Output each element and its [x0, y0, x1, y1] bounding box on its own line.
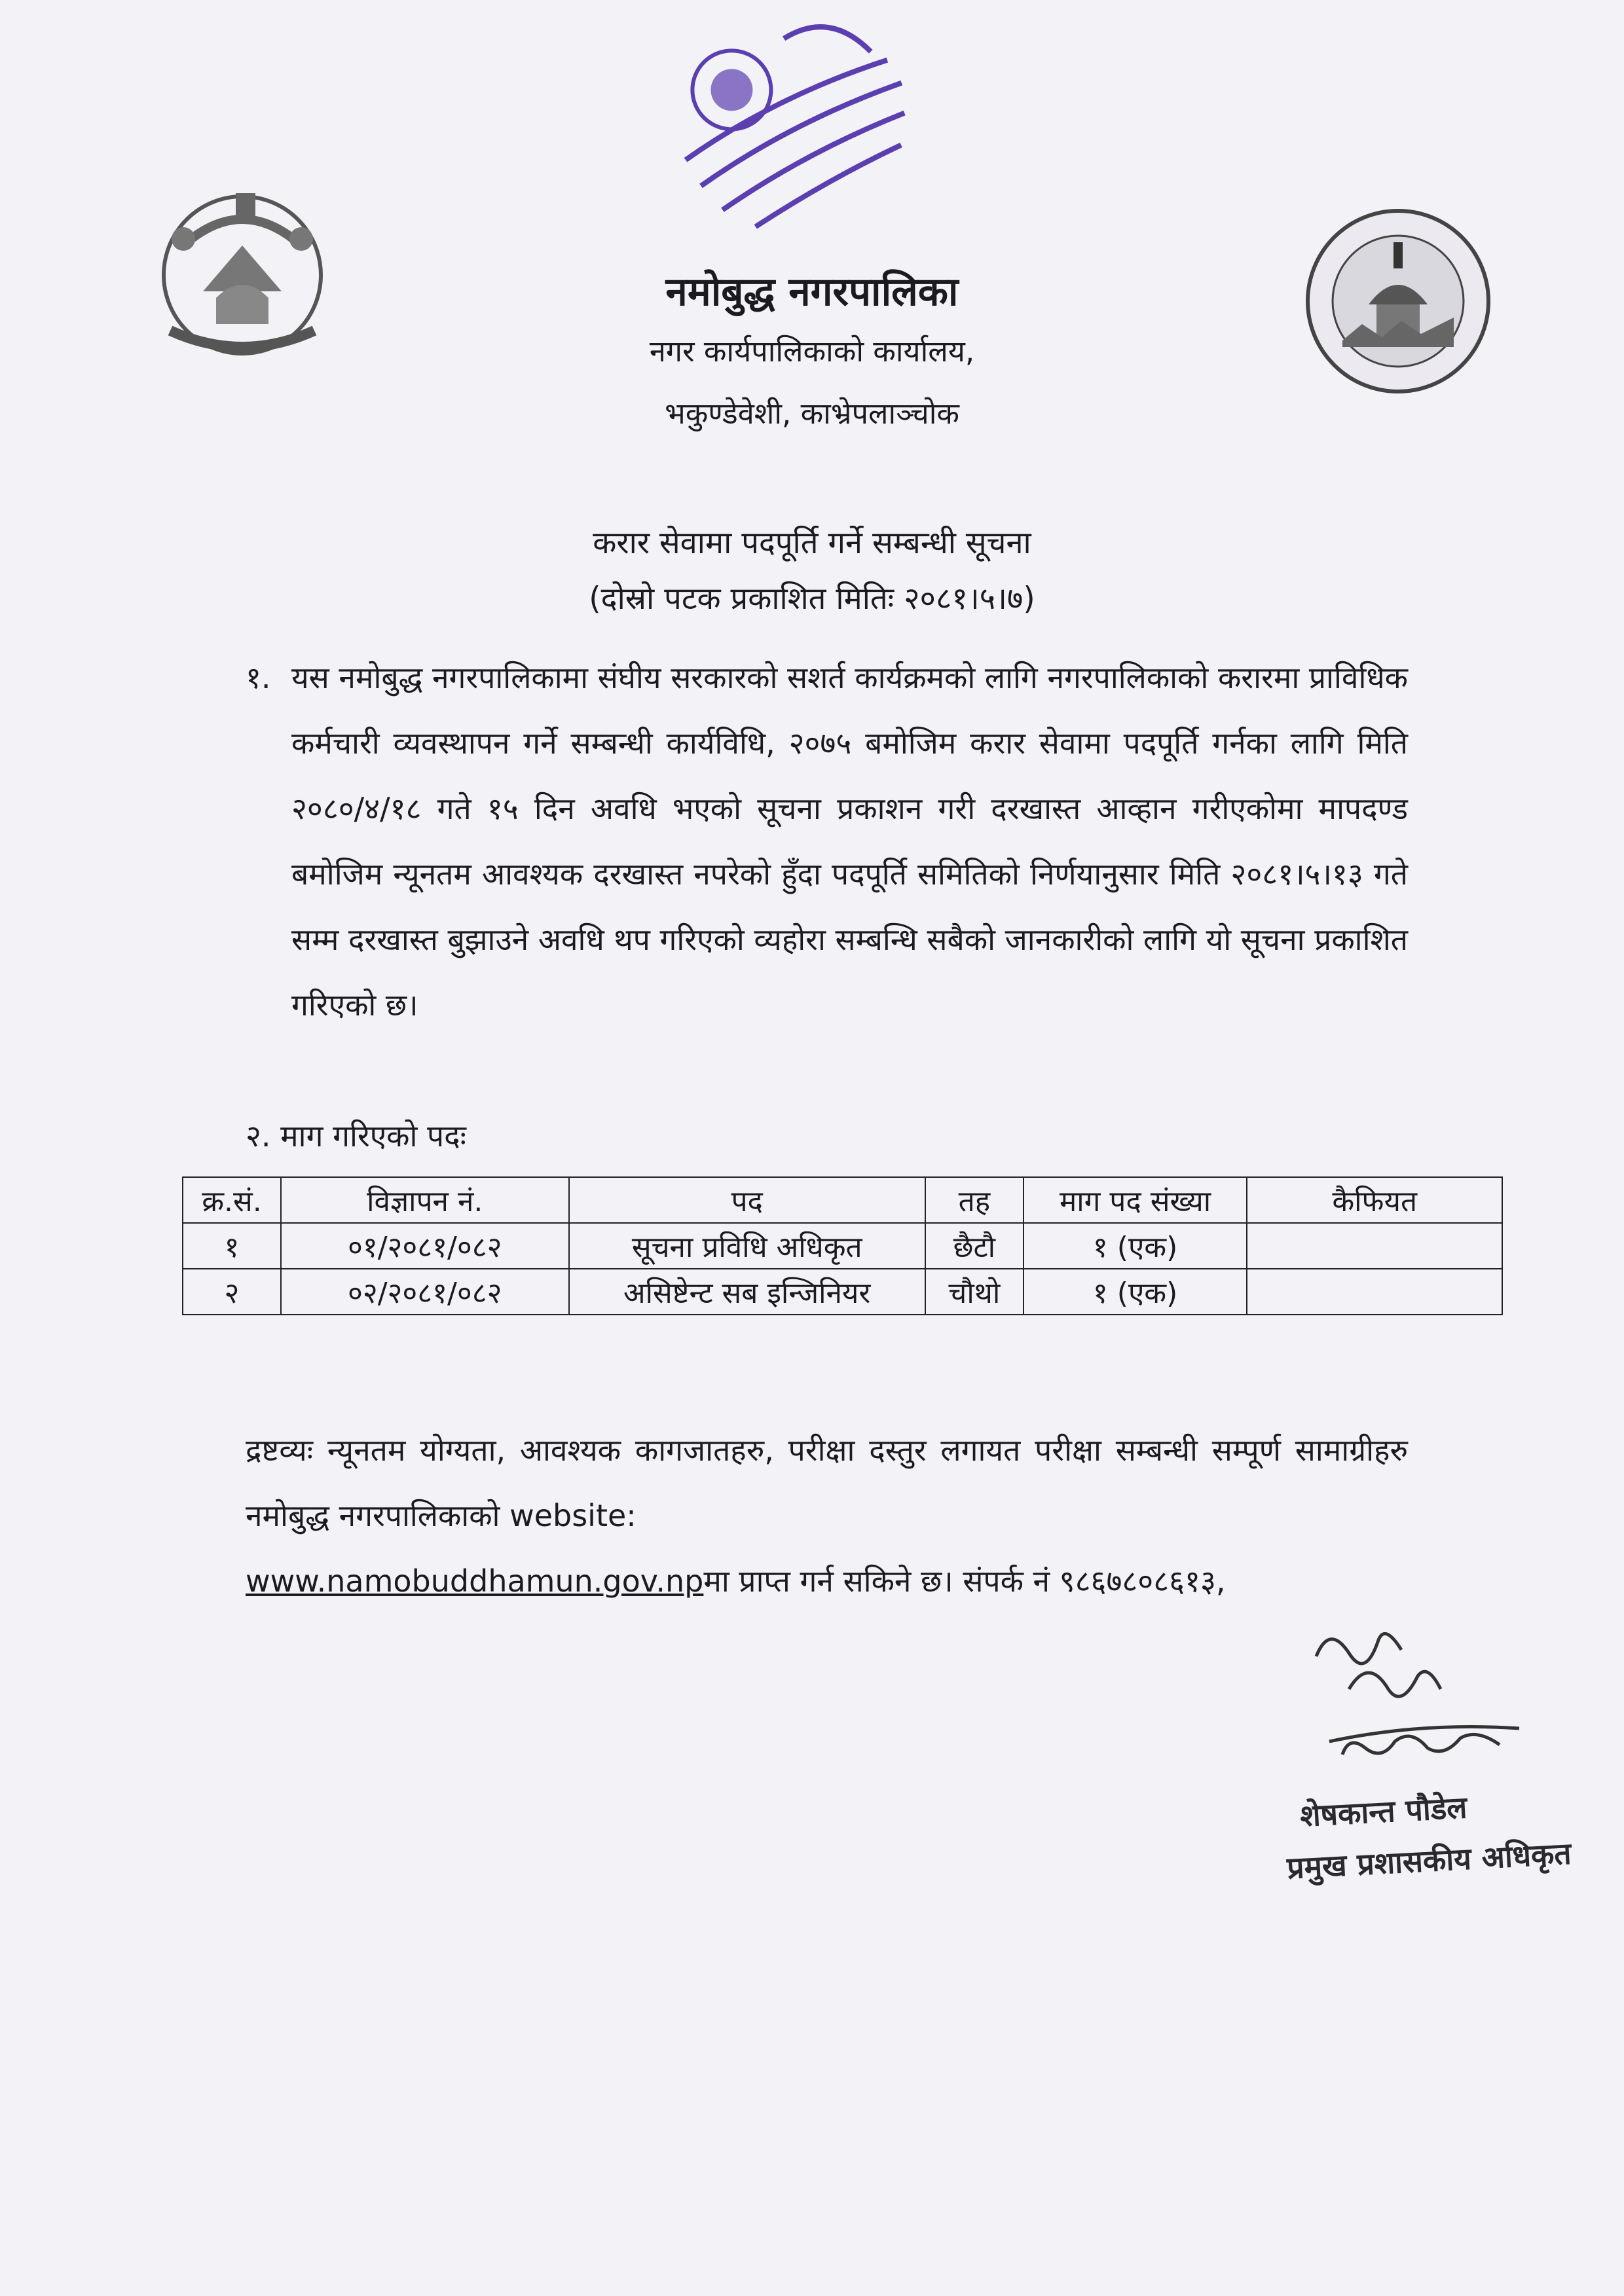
posts-table — [182, 1176, 1503, 1315]
cell-level: छैटौ — [925, 1223, 1024, 1269]
handwritten-signature — [1303, 1617, 1532, 1794]
header-ad-no: विज्ञापन नं. — [281, 1177, 569, 1223]
cell-remarks — [1247, 1269, 1502, 1315]
header-count: माग पद संख्या — [1024, 1177, 1247, 1223]
cell-remarks — [1247, 1223, 1502, 1269]
paragraph-2: २. माग गरिएको पदः — [246, 1118, 466, 1154]
signatory-name: शेषकान्त पौडेल — [1299, 1789, 1468, 1834]
office-name: नगर कार्यपालिकाको कार्यालय, — [649, 334, 975, 369]
cell-ad-no: ०२/२०८१/०८२ — [281, 1269, 569, 1315]
header-level: तह — [925, 1177, 1024, 1223]
cell-post: सूचना प्रविधि अधिकृत — [569, 1223, 925, 1269]
publish-date: (दोस्रो पटक प्रकाशित मितिः २०८१।५।७) — [589, 581, 1035, 617]
header-post: पद — [569, 1177, 925, 1223]
cell-sn: २ — [183, 1269, 281, 1315]
office-address: भकुण्डेवेशी, काभ्रेपलाञ्चोक — [665, 396, 959, 431]
header-remarks: कैफियत — [1247, 1177, 1502, 1223]
note-text: द्रष्टव्यः न्यूनतम योग्यता, आवश्यक कागजातहरु, परीक्षा दस्तुर लगायत परीक्षा सम्बन्धी सम्पूर्ण सामाग्रीहरु नमोबुद्ध नगरपालिकाको website: — [246, 1432, 1408, 1533]
paragraph-1: यस नमोबुद्ध नगरपालिकामा संघीय सरकारको सशर्त कार्यक्रमको लागि नगरपालिकाको करारमा प्राविधिक कर्मचारी व्यवस्थापन गर्ने सम्बन्धी कार्यविधि, २०७५ बमोजिम करार सेवामा पदपूर्ति गर्नका लागि मिति २०८०/४/१८ गते १५ दिन अवधि भएको सूचना प्रकाशन गरी दरखास्त आव्हान गरीएकोमा मापदण्ड बमोजिम न्यूनतम आवश्यक दरखास्त नपरेको हुँदा पदपूर्ति समितिको निर्णयानुसार मिति २०८१।५।१३ गते सम्म दरखास्त बुझाउने अवधि थप गरिएको व्यहोरा सम्बन्धि सबैको जानकारीको लागि यो सूचना प्रकाशित गरिएको छ। — [291, 660, 1409, 1023]
header-sn: क्र.सं. — [183, 1177, 281, 1223]
cell-level: चौथो — [925, 1269, 1024, 1315]
office-stamp — [655, 13, 936, 242]
table-row — [183, 1269, 1502, 1315]
signatory-title: प्रमुख प्रशासकीय अधिकृत — [1285, 1835, 1572, 1886]
cell-sn: १ — [183, 1223, 281, 1269]
notice-title: करार सेवामा पदपूर्ति गर्ने सम्बन्धी सूचना — [593, 525, 1031, 561]
cell-count: १ (एक) — [1024, 1269, 1247, 1315]
cell-post: असिष्टेन्ट सब इन्जिनियर — [569, 1269, 925, 1315]
table-row — [183, 1223, 1502, 1269]
org-name: नमोबुद्ध नगरपालिका — [665, 269, 959, 315]
cell-ad-no: ०१/२०८१/०८२ — [281, 1223, 569, 1269]
note-contact-line — [246, 1548, 1226, 1614]
cell-count: १ (एक) — [1024, 1223, 1247, 1269]
paragraph-1-number: १. — [246, 660, 271, 695]
table-header-row — [183, 1177, 1502, 1223]
website-link[interactable]: www.namobuddhamun.gov.np — [246, 1563, 704, 1599]
note-after-link: मा प्राप्त गर्न सकिने छ। संपर्क नं ९८६७८०८६१३, — [703, 1563, 1226, 1599]
